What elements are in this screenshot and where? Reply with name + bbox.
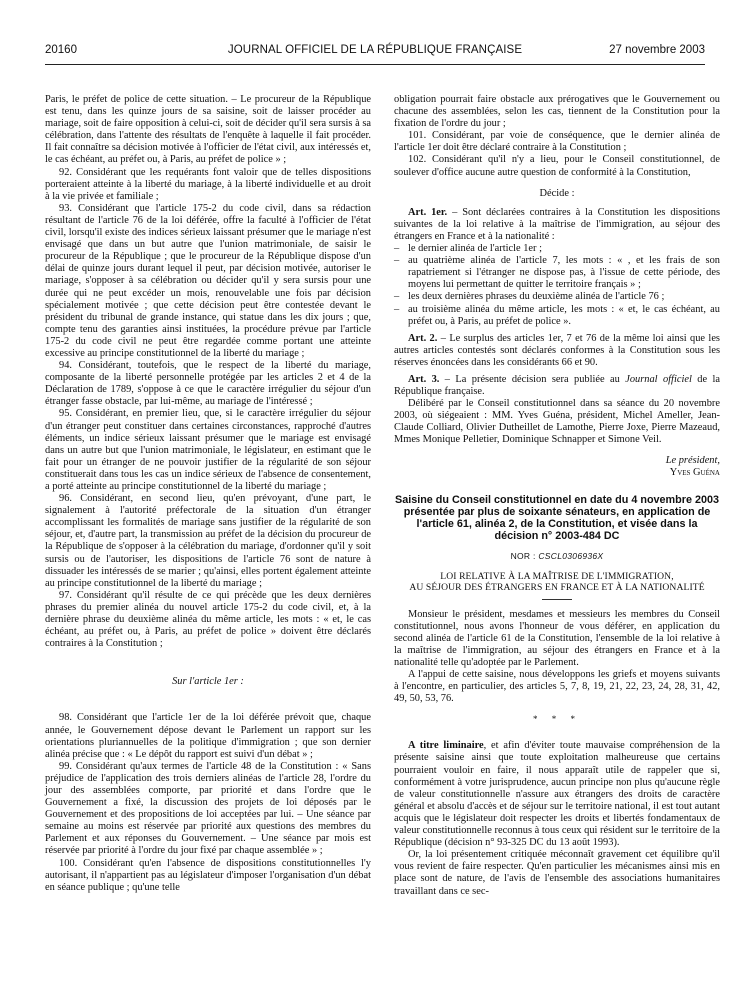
section-stars: * * * bbox=[533, 714, 581, 725]
section-heading-article-1: Sur l'article 1er : bbox=[172, 676, 244, 688]
journal-title: JOURNAL OFFICIEL DE LA RÉPUBLIQUE FRANÇAISE bbox=[227, 44, 523, 56]
paragraph-92: 92. Considérant que les requérants font valoir que de telles dispositions porteraient atteinte à la liberté du mariage, à la liberté individuelle et au droit à la vie privée et familiale ; bbox=[45, 166, 371, 202]
list-item: – au quatrième alinéa de l'article 7, les mots : « , et les frais de son rapatriement si l'étranger ne dispose pas, à l'issue de cette période, des moyens lui permettant de quitter le territoire français » ; bbox=[394, 255, 720, 291]
saisine-paragraph-3: A titre liminaire, et afin d'éviter toute mauvaise compréhension de la présente saisine ainsi que toute exploitation malheureuse que certains pourraient vouloir en faire, il nous apparaît utile de rappeler que si, conformément à votre jurisprudence, aucun principe non plus qu'aucune règle de valeur constitutionnelle n'assure aux étrangers des droits de caractère général et absolu d'accès et de séjour sur le territoire national, il est tout autant acquis que le législateur doit respecter les droits et libertés fondamentaux de valeur constitutionnelle reconnus à tous ceux qui résident sur le territoire de la République (décision n° 93-325 DC du 13 août 1993). bbox=[394, 740, 720, 849]
nor-reference: NOR : CSCL0306936X bbox=[510, 550, 604, 561]
saisine-paragraph-4: Or, la loi présentement critiquée méconnaît gravement cet équilibre qu'il vous revient de faire respecter. Qu'en particulier les mécanismes ainsi mis en place sont de nature, de l'avis de l'ensemble des associations humanitaires travaillant dans ce sec- bbox=[394, 849, 720, 897]
deliberation: Délibéré par le Conseil constitutionnel dans sa séance du 20 novembre 2003, où siégeaient : MM. Yves Guéna, président, Michel Ameller, Jean-Claude Colliard, Olivier Dutheillet de Lamothe, Pierre Joxe, Pierre Mazeaud, Mmes Monique Pelletier, Dominique Schnapper et Simone Veil. bbox=[394, 398, 720, 446]
paragraph-99: 99. Considérant qu'aux termes de l'article 48 de la Constitution : « Sans préjudice de l'application des trois derniers alinéas de l'article 28, l'ordre du jour des assemblées comporte, par priorité et dans l'ordre que le Gouvernement a fixé, la discussion des projets de loi déposés par le Gouvernement et des propositions de loi acceptées par lui. – Une séance par semaine au moins est réservée par priorité aux questions des membres du Parlement et aux réponses du Gouvernement. – Une séance par mois est réservée par priorité à l'ordre du jour fixé par chaque assemblée » ; bbox=[45, 760, 371, 857]
article-3-label: Art. 3. bbox=[408, 373, 440, 385]
page-number: 20160 bbox=[45, 44, 77, 56]
article-2-label: Art. 2. bbox=[408, 332, 438, 344]
paragraph-94: 94. Considérant, toutefois, que le respect de la liberté du mariage, composante de la liberté personnelle protégée par les articles 2 et 4 de la Déclaration de 1789, s'oppose à ce que le caractère irrégulier du séjour d'un étranger fasse obstacle, par lui-même, au mariage de l'intéressé ; bbox=[45, 360, 371, 408]
saisine-paragraph-1: Monsieur le président, mesdames et messieurs les membres du Conseil constitutionnel, nous avons l'honneur de vous déférer, en application du second alinéa de l'article 61 de la Constitution, l'ensemble de la loi relative à la maîtrise de l'immigration, au séjour des étrangers en France et à la nationalité telle qu'adoptée par le Parlement. bbox=[394, 608, 720, 668]
left-column bbox=[45, 94, 371, 894]
list-item: – le dernier alinéa de l'article 1er ; bbox=[394, 243, 542, 255]
article-2 bbox=[394, 333, 720, 369]
article-1-label: Art. 1er. bbox=[408, 206, 448, 218]
signature-title: Le président, bbox=[665, 454, 720, 466]
nor-code: CSCL0306936X bbox=[538, 550, 604, 561]
article-1-list bbox=[394, 243, 720, 328]
article-1-text: – Sont déclarées contraires à la Constitution les dispositions suivantes de la loi relative à la maîtrise de l'immigration, au séjour des étrangers en France et à la nationalité : bbox=[394, 206, 720, 242]
paragraph-102: 102. Considérant qu'il n'y a lieu, pour le Conseil constitutionnel, de soulever d'office aucune autre question de conformité à la Constitution, bbox=[394, 154, 720, 178]
liminaire-bold: A titre liminaire bbox=[408, 740, 484, 752]
header-rule bbox=[45, 64, 705, 65]
journal-officiel-italic: Journal officiel bbox=[625, 373, 692, 385]
paragraph-96: 96. Considérant, en second lieu, qu'en prévoyant, d'une part, le signalement à l'autorité préfectorale de la situation d'un étranger accomplissant les formalités de mariage sans justifier de la régularité de son séjour, et, d'autre part, la transmission au préfet de la décision du procureur de la République de s'opposer à la célébration du mariage, d'ordonner qu'il y soit sursis ou de l'autoriser, les dispositions de l'article 76 sont de nature à dissuader les intéressés de se marier ; qu'ainsi, elles portent également atteinte au principe constitutionnel de la liberté du mariage ; bbox=[45, 493, 371, 589]
signature-name: Yves Guéna bbox=[669, 466, 720, 478]
paragraph-continued: obligation pourrait faire obstacle aux prérogatives que le Gouvernement ou chacune des assemblées, selon les cas, tiennent de la Constitution pour la fixation de l'ordre du jour ; bbox=[394, 94, 720, 130]
article-2-text: – Le surplus des articles 1er, 7 et 76 de la même loi ainsi que les autres articles contestés sont déclarés conformes à la Constitution sous les réserves énoncées dans les considérants 66 et 90. bbox=[394, 332, 720, 368]
article-1 bbox=[394, 207, 720, 243]
paragraph-97: 97. Considérant qu'il résulte de ce qui précède que les deux dernières phrases du premier alinéa du nouvel article 175-2 du code civil, et, à la dernière phrase du deuxième alinéa du même article, les mots : « et, le cas échéant, au préfet ou, à Paris, au préfet de police » doivent être déclarés contraires à la Constitution ; bbox=[45, 589, 371, 650]
saisine-heading: Saisine du Conseil constitutionnel en date du 4 novembre 2003 présentée par plus de soixante sénateurs, en application de l'article 61, alinéa 2, de la Constitution, et visée dans la décision n° 2003-484 DC bbox=[395, 493, 719, 543]
saisine-paragraph-2: A l'appui de cette saisine, nous développons les griefs et moyens suivants à l'encontre, en particulier, des articles 5, 7, 8, 19, 21, 22, 23, 24, 28, 31, 42, 49, 50, 53, 76. bbox=[394, 669, 720, 705]
paragraph-100: 100. Considérant qu'en l'absence de dispositions constitutionnelles l'y autorisant, il n'appartient pas au législateur d'imposer l'organisation d'un débat en séance publique ; qu'une telle bbox=[45, 857, 371, 893]
right-column bbox=[394, 94, 720, 898]
list-item: – au troisième alinéa du même article, les mots : « et, le cas échéant, au préfet ou, à Paris, au préfet de police ». bbox=[394, 303, 720, 327]
issue-date: 27 novembre 2003 bbox=[609, 44, 705, 56]
paragraph-93: 93. Considérant que l'article 175-2 du code civil, dans sa rédaction résultant de l'article 76 de la loi déférée, offre la faculté à l'officier de l'état civil, lorsqu'il existe des indices sérieux laissant présumer que le mariage n'est envisagé que dans un but autre que l'union matrimoniale, de saisir le procureur de la République ; que le procureur de la République dispose d'un délai de quinze jours durant lequel il peut, par décision motivée, autoriser le mariage, s'opposer à sa célébration ou décider qu'il y sera sursis pour une durée qui ne peut excéder un mois, renouvelable une fois par décision spécialement motivée ; que cette décision peut être contestée devant le président du tribunal de grande instance, qui statue dans les dix jours ; que, compte tenu des garanties ainsi instituées, la procédure prévue par l'article 175-2 du code civil ne peut être regardée comme portant une atteinte excessive au principe constitutionnel de la liberté du mariage ; bbox=[45, 202, 371, 359]
decide-heading: Décide : bbox=[539, 187, 575, 199]
paragraph-95: 95. Considérant, en premier lieu, que, si le caractère irrégulier du séjour d'un étranger peut constituer dans certaines circonstances, rapproché d'autres éléments, un indice sérieux laissant présumer que le mariage est envisagé dans un autre but que l'union matrimoniale, le législateur, en estimant que le fait pour un étranger de ne pouvoir justifier de la régularité de son séjour constituerait dans tous les cas un indice sérieux de l'absence de consentement, a porté atteinte au principe constitutionnel de la liberté du mariage ; bbox=[45, 408, 371, 492]
article-3: Art. 3. – La présente décision sera publiée au Journal officiel de la République française. bbox=[394, 373, 720, 398]
list-item: – les deux dernières phrases du deuxième alinéa de l'article 76 ; bbox=[394, 291, 665, 303]
paragraph-98: 98. Considérant que l'article 1er de la loi déférée prévoit que, chaque année, le Gouvernement dépose devant le Parlement un rapport sur les orientations pluriannuelles de la politique d'immigration ; que son dernier alinéa précise que : « Le dépôt du rapport est suivi d'un débat » ; bbox=[45, 712, 371, 760]
page-header bbox=[45, 44, 705, 62]
paragraph-continued: Paris, le préfet de police de cette situation. – Le procureur de la République est tenu, dans les quinze jours de sa saisine, soit de laisser procéder au mariage, soit de faire opposition à celui-ci, soit de décider qu'il sera sursis à sa célébration, dans l'attente des résultats de l'enquête à laquelle il fait procéder. Il fait connaître sa décision motivée à l'officier de l'état civil, aux intéressés et, le cas échéant, au préfet ou, à Paris, au préfet de police » ; bbox=[45, 94, 371, 166]
title-rule bbox=[542, 599, 572, 600]
paragraph-101: 101. Considérant, par voie de conséquence, que le dernier alinéa de l'article 1er doit être déclaré contraire à la Constitution ; bbox=[394, 130, 720, 154]
law-title: LOI RELATIVE À LA MAÎTRISE DE L'IMMIGRATION, AU SÉJOUR DES ÉTRANGERS EN FRANCE ET À LA NATIONALITÉ bbox=[409, 570, 705, 594]
